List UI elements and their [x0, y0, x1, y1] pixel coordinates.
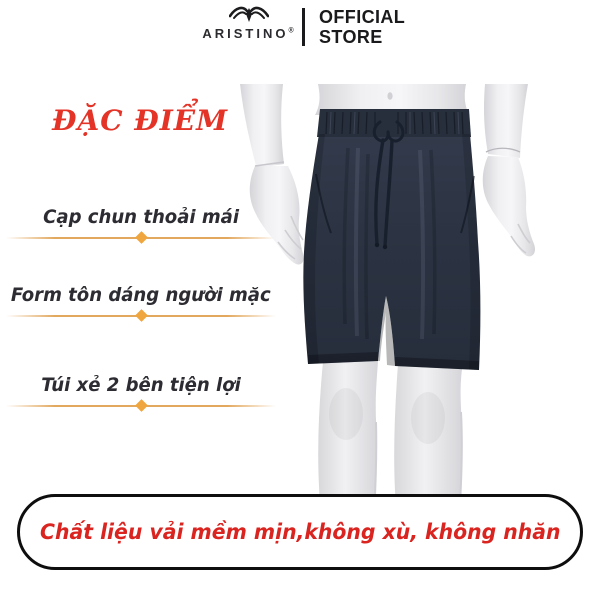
aristino-eagle-icon [229, 5, 269, 23]
feature-label: Túi xẻ 2 bên tiện lợi [41, 374, 241, 396]
registered-mark: ® [288, 27, 294, 35]
store-line: STORE [319, 27, 383, 47]
diamond-divider-icon [135, 399, 148, 412]
product-photo-mannequin-shorts [228, 84, 564, 554]
official-line: OFFICIAL [319, 7, 406, 27]
feature-label: Form tôn dáng người mặc [11, 284, 271, 306]
fabric-note-text: Chất liệu vải mềm mịn,không xù, không nhăn [39, 520, 561, 544]
diamond-divider-icon [135, 309, 148, 322]
features-title: ĐẶC ĐIỂM [52, 104, 229, 137]
header-divider [302, 8, 305, 46]
feature-label: Cạp chun thoải mái [43, 206, 239, 228]
fabric-note-pill [17, 494, 583, 570]
brand-name: ARISTINO® [202, 26, 294, 41]
official-store-label [319, 7, 405, 47]
diamond-divider-icon [135, 231, 148, 244]
